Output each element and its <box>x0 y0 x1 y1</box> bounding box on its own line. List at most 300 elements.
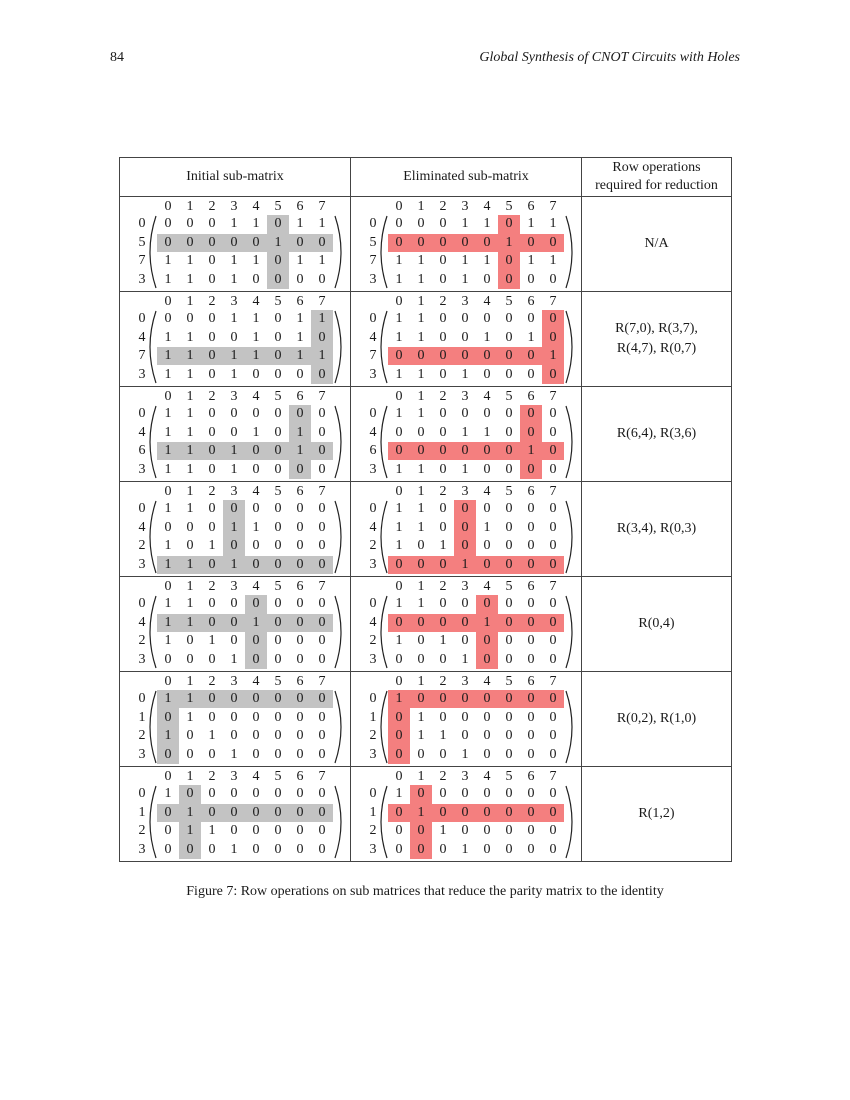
matrix-entry: 1 <box>395 501 403 516</box>
matrix-entry: 1 <box>417 596 425 611</box>
row-label: 4 <box>369 424 377 440</box>
matrix-entry: 1 <box>230 253 238 268</box>
eliminated-sub-matrix <box>351 577 581 671</box>
matrix-entry: 0 <box>505 538 513 553</box>
eliminated-sub-matrix <box>351 197 581 291</box>
column-index: 0 <box>395 579 403 594</box>
matrix-entry: 0 <box>186 841 194 857</box>
matrix-entry: 0 <box>296 651 304 667</box>
matrix-entry: 0 <box>296 786 304 801</box>
column-index: 2 <box>439 769 447 784</box>
matrix-entry: 0 <box>252 804 260 820</box>
matrix-entry: 1 <box>395 596 403 611</box>
matrix-entry: 1 <box>186 614 194 630</box>
initial-sub-matrix <box>120 292 350 386</box>
row-label: 4 <box>138 519 146 535</box>
matrix-entry: 0 <box>505 271 513 287</box>
matrix-entry: 1 <box>417 329 425 345</box>
matrix-entry: 0 <box>527 633 535 648</box>
matrix-entry: 0 <box>527 786 535 801</box>
matrix-entry: 0 <box>252 786 260 801</box>
matrix-entry: 1 <box>230 348 238 363</box>
matrix-entry: 0 <box>164 709 172 725</box>
matrix-entry: 0 <box>527 651 535 667</box>
matrix-entry: 1 <box>439 538 447 553</box>
row-label: 3 <box>138 556 146 572</box>
matrix-entry: 0 <box>318 424 326 440</box>
matrix-entry: 0 <box>230 709 238 725</box>
column-index: 3 <box>461 674 469 689</box>
matrix-entry: 0 <box>186 519 194 535</box>
left-parenthesis <box>150 216 156 288</box>
matrix-entry: 0 <box>274 709 282 725</box>
row-label: 5 <box>369 234 377 250</box>
matrix-entry: 0 <box>549 746 557 762</box>
matrix-entry: 1 <box>252 348 260 363</box>
matrix-entry: 0 <box>417 538 425 553</box>
column-index: 7 <box>549 484 557 499</box>
matrix-entry: 0 <box>461 691 469 706</box>
matrix-entry: 1 <box>505 234 513 250</box>
matrix-entry: 1 <box>186 253 194 268</box>
matrix-entry: 0 <box>318 234 326 250</box>
row-label: 4 <box>369 329 377 345</box>
matrix-entry: 0 <box>549 709 557 725</box>
matrix-entry: 0 <box>186 746 194 762</box>
matrix-entry: 1 <box>395 311 403 326</box>
matrix-entry: 0 <box>208 596 216 611</box>
matrix-entry: 0 <box>318 519 326 535</box>
eliminated-sub-matrix <box>351 292 581 386</box>
matrix-entry: 1 <box>186 804 194 820</box>
row-operations-cell <box>582 387 732 482</box>
matrix-entry: 0 <box>296 804 304 820</box>
matrix-entry: 0 <box>417 216 425 231</box>
column-index: 0 <box>164 294 172 309</box>
matrix-entry: 0 <box>208 311 216 326</box>
matrix-entry: 0 <box>527 234 535 250</box>
row-label: 0 <box>369 216 377 231</box>
matrix-entry: 1 <box>417 728 425 743</box>
column-index: 0 <box>164 769 172 784</box>
matrix-entry: 0 <box>208 709 216 725</box>
column-index: 4 <box>483 294 491 309</box>
table-row <box>120 672 732 767</box>
matrix-entry: 0 <box>439 519 447 535</box>
matrix-entry: 0 <box>274 329 282 345</box>
matrix-entry: 0 <box>296 556 304 572</box>
initial-matrix-cell <box>120 767 351 862</box>
row-label: 4 <box>138 424 146 440</box>
row-label: 0 <box>369 311 377 326</box>
column-index: 1 <box>186 199 194 214</box>
matrix-entry: 0 <box>461 614 469 630</box>
row-operation-text: R(7,0), R(3,7), <box>615 321 698 336</box>
matrix-entry: 1 <box>186 556 194 572</box>
matrix-entry: 0 <box>318 501 326 516</box>
right-parenthesis <box>566 691 572 763</box>
matrix-entry: 1 <box>417 519 425 535</box>
matrix-entry: 1 <box>395 406 403 421</box>
matrix-entry: 0 <box>439 804 447 820</box>
matrix-parentheses <box>120 767 350 861</box>
matrix-entry: 0 <box>483 461 491 477</box>
matrix-entry: 1 <box>252 614 260 630</box>
matrix-entry: 1 <box>230 216 238 231</box>
matrix-entry: 0 <box>549 614 557 630</box>
row-label: 3 <box>138 271 146 287</box>
matrix-entry: 0 <box>274 538 282 553</box>
matrix-entry: 1 <box>461 216 469 231</box>
matrix-entry: 0 <box>505 691 513 706</box>
matrix-entry: 0 <box>461 519 469 535</box>
matrix-entry: 0 <box>439 709 447 725</box>
matrix-entry: 0 <box>186 633 194 648</box>
matrix-entry: 0 <box>439 614 447 630</box>
matrix-entry: 0 <box>439 501 447 516</box>
matrix-entry: 0 <box>395 348 403 363</box>
matrix-parentheses <box>351 387 581 481</box>
matrix-entry: 0 <box>208 841 216 857</box>
matrix-entry: 1 <box>395 633 403 648</box>
matrix-entry: 1 <box>461 366 469 382</box>
column-index: 7 <box>549 199 557 214</box>
column-index: 4 <box>252 769 260 784</box>
matrix-entry: 0 <box>483 823 491 838</box>
matrix-entry: 0 <box>164 841 172 857</box>
matrix-entry: 0 <box>439 234 447 250</box>
matrix-entry: 0 <box>549 424 557 440</box>
matrix-entry: 0 <box>208 406 216 421</box>
column-index: 4 <box>252 579 260 594</box>
matrix-entry: 0 <box>461 406 469 421</box>
matrix-entry: 1 <box>318 216 326 231</box>
row-label: 7 <box>369 253 377 268</box>
matrix-entry: 0 <box>252 556 260 572</box>
matrix-entry: 0 <box>483 728 491 743</box>
matrix-entry: 0 <box>439 406 447 421</box>
matrix-parentheses <box>120 197 350 291</box>
column-index: 2 <box>208 389 216 404</box>
matrix-entry: 0 <box>527 746 535 762</box>
matrix-entry: 0 <box>439 841 447 857</box>
row-label: 3 <box>138 841 146 857</box>
matrix-entry: 0 <box>274 823 282 838</box>
row-operation-text: N/A <box>644 236 669 251</box>
column-index: 6 <box>527 294 535 309</box>
matrix-entry: 1 <box>296 253 304 268</box>
matrix-entry: 1 <box>483 329 491 345</box>
column-index: 6 <box>527 389 535 404</box>
column-index: 0 <box>164 579 172 594</box>
matrix-entry: 0 <box>296 406 304 421</box>
matrix-entry: 0 <box>461 329 469 345</box>
right-parenthesis <box>566 596 572 668</box>
matrix-entry: 1 <box>296 443 304 458</box>
row-operation-text: R(0,2), R(1,0) <box>616 711 697 726</box>
column-index: 2 <box>439 199 447 214</box>
column-index: 1 <box>417 389 425 404</box>
matrix-entry: 0 <box>505 443 513 458</box>
matrix-entry: 1 <box>164 633 172 648</box>
matrix-entry: 0 <box>230 596 238 611</box>
matrix-entry: 0 <box>549 538 557 553</box>
column-index: 6 <box>296 484 304 499</box>
column-index: 3 <box>230 769 238 784</box>
matrix-entry: 1 <box>230 366 238 382</box>
matrix-entry: 0 <box>208 253 216 268</box>
matrix-entry: 0 <box>549 786 557 801</box>
column-index: 2 <box>439 294 447 309</box>
matrix-entry: 0 <box>505 216 513 231</box>
row-label: 0 <box>138 406 146 421</box>
matrix-entry: 0 <box>318 596 326 611</box>
row-operation-text: R(4,7), R(0,7) <box>616 341 697 356</box>
matrix-entry: 0 <box>164 311 172 326</box>
matrix-entry: 1 <box>439 633 447 648</box>
matrix-entry: 0 <box>252 271 260 287</box>
matrix-entry: 0 <box>274 424 282 440</box>
matrix-entry: 1 <box>252 311 260 326</box>
matrix-entry: 0 <box>527 366 535 382</box>
matrix-entry: 0 <box>208 271 216 287</box>
column-index: 6 <box>527 199 535 214</box>
matrix-entry: 1 <box>549 216 557 231</box>
matrix-entry: 0 <box>230 786 238 801</box>
column-index: 7 <box>318 199 326 214</box>
eliminated-sub-matrix <box>351 387 581 481</box>
matrix-entry: 0 <box>505 461 513 477</box>
column-index: 6 <box>527 579 535 594</box>
column-index: 6 <box>527 484 535 499</box>
matrix-entry: 0 <box>439 348 447 363</box>
column-index: 1 <box>417 484 425 499</box>
matrix-entry: 0 <box>549 633 557 648</box>
matrix-entry: 0 <box>274 406 282 421</box>
row-label: 1 <box>369 709 377 725</box>
row-operation-text: R(1,2) <box>638 806 675 821</box>
matrix-entry: 0 <box>505 366 513 382</box>
left-parenthesis <box>150 596 156 668</box>
matrix-entry: 0 <box>505 501 513 516</box>
matrix-entry: 0 <box>505 709 513 725</box>
table-body <box>120 197 732 862</box>
matrix-entry: 1 <box>483 614 491 630</box>
matrix-entry: 0 <box>461 311 469 326</box>
matrix-entry: 0 <box>527 348 535 363</box>
column-index: 0 <box>164 674 172 689</box>
matrix-entry: 1 <box>252 424 260 440</box>
matrix-entry: 0 <box>483 841 491 857</box>
matrix-entry: 0 <box>439 216 447 231</box>
matrix-parentheses <box>351 767 581 861</box>
matrix-entry: 0 <box>296 271 304 287</box>
matrix-entry: 1 <box>461 556 469 572</box>
column-index: 2 <box>208 579 216 594</box>
table-header-row <box>120 158 732 197</box>
matrix-entry: 0 <box>230 633 238 648</box>
matrix-entry: 0 <box>549 234 557 250</box>
header-row-operations <box>582 158 732 197</box>
matrix-entry: 0 <box>186 651 194 667</box>
row-label: 0 <box>369 786 377 801</box>
matrix-entry: 1 <box>164 424 172 440</box>
matrix-entry: 1 <box>549 348 557 363</box>
matrix-entry: 0 <box>439 329 447 345</box>
matrix-entry: 0 <box>505 728 513 743</box>
left-parenthesis <box>381 691 387 763</box>
matrix-entry: 0 <box>461 823 469 838</box>
eliminated-matrix-cell <box>351 197 582 292</box>
column-index: 3 <box>230 294 238 309</box>
matrix-entry: 0 <box>230 691 238 706</box>
matrix-entry: 0 <box>483 538 491 553</box>
column-index: 6 <box>296 674 304 689</box>
column-index: 1 <box>417 294 425 309</box>
matrix-entry: 0 <box>208 366 216 382</box>
matrix-entry: 0 <box>164 746 172 762</box>
matrix-entry: 0 <box>208 329 216 345</box>
matrix-entry: 0 <box>439 596 447 611</box>
matrix-parentheses <box>120 577 350 671</box>
matrix-entry: 1 <box>417 804 425 820</box>
matrix-entry: 1 <box>208 633 216 648</box>
matrix-entry: 0 <box>527 556 535 572</box>
matrix-entry: 1 <box>417 406 425 421</box>
row-operations-cell <box>582 292 732 387</box>
matrix-entry: 0 <box>274 501 282 516</box>
row-label: 2 <box>369 823 377 838</box>
matrix-entry: 0 <box>527 424 535 440</box>
column-index: 4 <box>252 389 260 404</box>
column-index: 5 <box>505 579 513 594</box>
column-index: 1 <box>186 389 194 404</box>
matrix-entry: 0 <box>505 253 513 268</box>
row-label: 1 <box>138 804 146 820</box>
matrix-entry: 0 <box>505 841 513 857</box>
matrix-entry: 1 <box>527 443 535 458</box>
matrix-entry: 0 <box>186 311 194 326</box>
matrix-entry: 0 <box>395 804 403 820</box>
column-index: 5 <box>274 199 282 214</box>
matrix-entry: 1 <box>186 366 194 382</box>
matrix-parentheses <box>120 672 350 766</box>
matrix-entry: 0 <box>252 443 260 458</box>
column-index: 4 <box>252 294 260 309</box>
matrix-entry: 0 <box>252 406 260 421</box>
matrix-entry: 1 <box>417 311 425 326</box>
matrix-entry: 0 <box>164 804 172 820</box>
matrix-parentheses <box>351 482 581 576</box>
matrix-entry: 0 <box>527 728 535 743</box>
matrix-entry: 0 <box>274 461 282 477</box>
matrix-entry: 1 <box>208 728 216 743</box>
matrix-entry: 0 <box>439 311 447 326</box>
matrix-entry: 1 <box>395 691 403 706</box>
matrix-entry: 0 <box>274 216 282 231</box>
matrix-entry: 1 <box>252 216 260 231</box>
matrix-entry: 0 <box>274 746 282 762</box>
matrix-entry: 1 <box>461 271 469 287</box>
row-operations-cell <box>582 197 732 292</box>
matrix-entry: 0 <box>318 804 326 820</box>
matrix-entry: 0 <box>549 556 557 572</box>
row-operations-cell <box>582 577 732 672</box>
matrix-entry: 0 <box>505 804 513 820</box>
matrix-entry: 0 <box>252 538 260 553</box>
matrix-entry: 0 <box>318 271 326 287</box>
matrix-entry: 1 <box>439 823 447 838</box>
matrix-entry: 0 <box>417 348 425 363</box>
matrix-entry: 0 <box>395 651 403 667</box>
column-index: 3 <box>461 579 469 594</box>
matrix-entry: 1 <box>527 216 535 231</box>
right-parenthesis <box>566 216 572 288</box>
matrix-entry: 0 <box>318 461 326 477</box>
row-label: 0 <box>369 501 377 516</box>
matrix-entry: 0 <box>318 633 326 648</box>
matrix-entry: 1 <box>296 329 304 345</box>
column-index: 5 <box>505 294 513 309</box>
matrix-entry: 0 <box>252 366 260 382</box>
matrix-entry: 1 <box>549 253 557 268</box>
matrix-entry: 0 <box>461 633 469 648</box>
matrix-entry: 0 <box>252 234 260 250</box>
column-index: 5 <box>505 769 513 784</box>
matrix-entry: 0 <box>439 443 447 458</box>
matrix-entry: 1 <box>230 556 238 572</box>
row-label: 2 <box>369 728 377 743</box>
matrix-entry: 0 <box>505 406 513 421</box>
left-parenthesis <box>150 406 156 478</box>
matrix-parentheses <box>351 672 581 766</box>
matrix-entry: 1 <box>461 461 469 477</box>
matrix-entry: 0 <box>318 746 326 762</box>
matrix-entry: 1 <box>318 311 326 326</box>
matrix-entry: 0 <box>549 651 557 667</box>
table-row <box>120 482 732 577</box>
matrix-entry: 0 <box>527 691 535 706</box>
column-index: 2 <box>439 579 447 594</box>
column-index: 4 <box>483 484 491 499</box>
matrix-entry: 0 <box>208 234 216 250</box>
row-operations-cell <box>582 482 732 577</box>
matrix-entry: 0 <box>230 424 238 440</box>
matrix-entry: 1 <box>395 271 403 287</box>
matrix-entry: 1 <box>417 253 425 268</box>
matrix-parentheses <box>120 387 350 481</box>
initial-sub-matrix <box>120 482 350 576</box>
matrix-entry: 1 <box>461 651 469 667</box>
initial-matrix-cell <box>120 577 351 672</box>
matrix-entry: 0 <box>549 691 557 706</box>
left-parenthesis <box>150 311 156 383</box>
matrix-entry: 0 <box>395 234 403 250</box>
column-index: 5 <box>274 294 282 309</box>
matrix-entry: 0 <box>186 728 194 743</box>
left-parenthesis <box>381 786 387 858</box>
matrix-entry: 1 <box>252 253 260 268</box>
column-index: 2 <box>439 389 447 404</box>
matrix-entry: 1 <box>318 253 326 268</box>
row-label: 1 <box>138 709 146 725</box>
matrix-entry: 0 <box>274 786 282 801</box>
matrix-entry: 0 <box>505 633 513 648</box>
matrix-entry: 0 <box>252 596 260 611</box>
matrix-entry: 1 <box>186 461 194 477</box>
row-label: 4 <box>138 329 146 345</box>
table-row <box>120 197 732 292</box>
